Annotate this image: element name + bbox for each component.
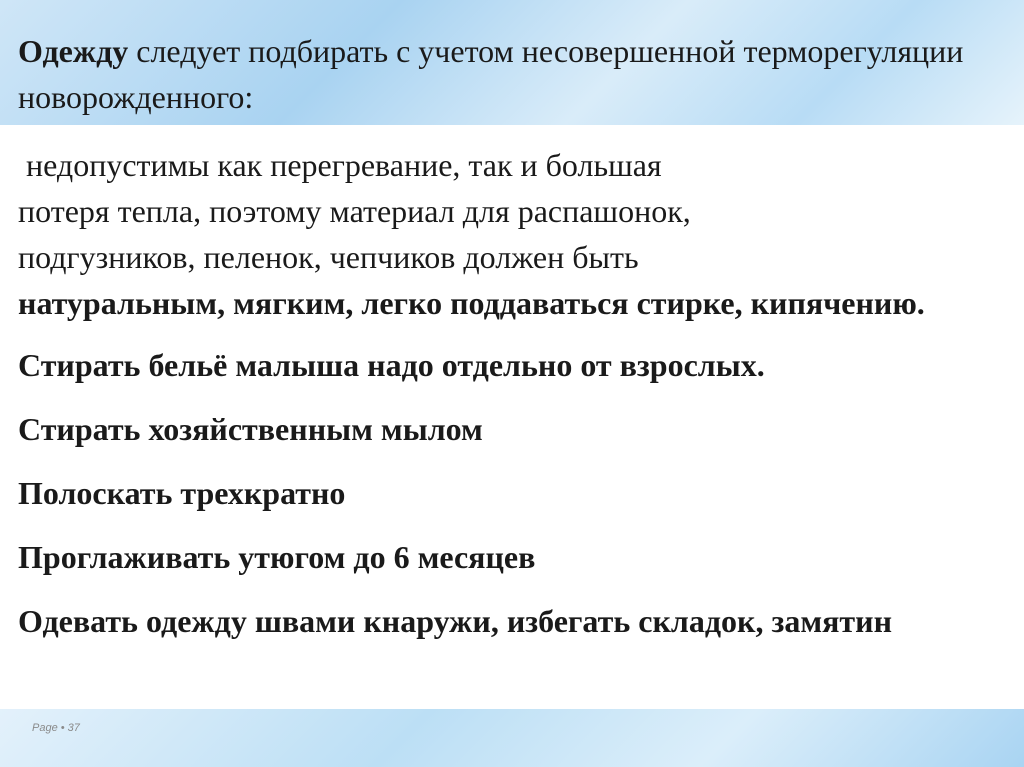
para-bold-text: натуральным, мягким, легко поддаваться стирке, кипячению. bbox=[18, 285, 925, 321]
intro-text: следует подбирать с учетом несовершенной терморегуляции новорожденного: bbox=[18, 33, 964, 115]
page-number: Page • 37 bbox=[32, 722, 80, 734]
para-line-3: подгузников, пеленок, чепчиков должен быть bbox=[18, 239, 639, 275]
rule-item: Стирать хозяйственным мылом bbox=[18, 411, 483, 447]
para-line-2: потеря тепла, поэтому материал для распашонок, bbox=[18, 193, 691, 229]
para-line-1: недопустимы как перегревание, так и большая bbox=[26, 147, 662, 183]
footer-decoration bbox=[0, 709, 1024, 767]
intro-paragraph bbox=[18, 28, 1008, 120]
slide-body bbox=[18, 28, 1008, 644]
intro-bold-word: Одежду bbox=[18, 33, 129, 69]
rule-item: Полоскать трехкратно bbox=[18, 475, 346, 511]
rule-item: Одевать одежду швами кнаружи, избегать складок, замятин bbox=[18, 603, 893, 639]
rule-item: Проглаживать утюгом до 6 месяцев bbox=[18, 539, 536, 575]
rule-item: Стирать бельё малыша надо отдельно от взрослых. bbox=[18, 347, 765, 383]
clothing-material-paragraph bbox=[18, 142, 1008, 326]
